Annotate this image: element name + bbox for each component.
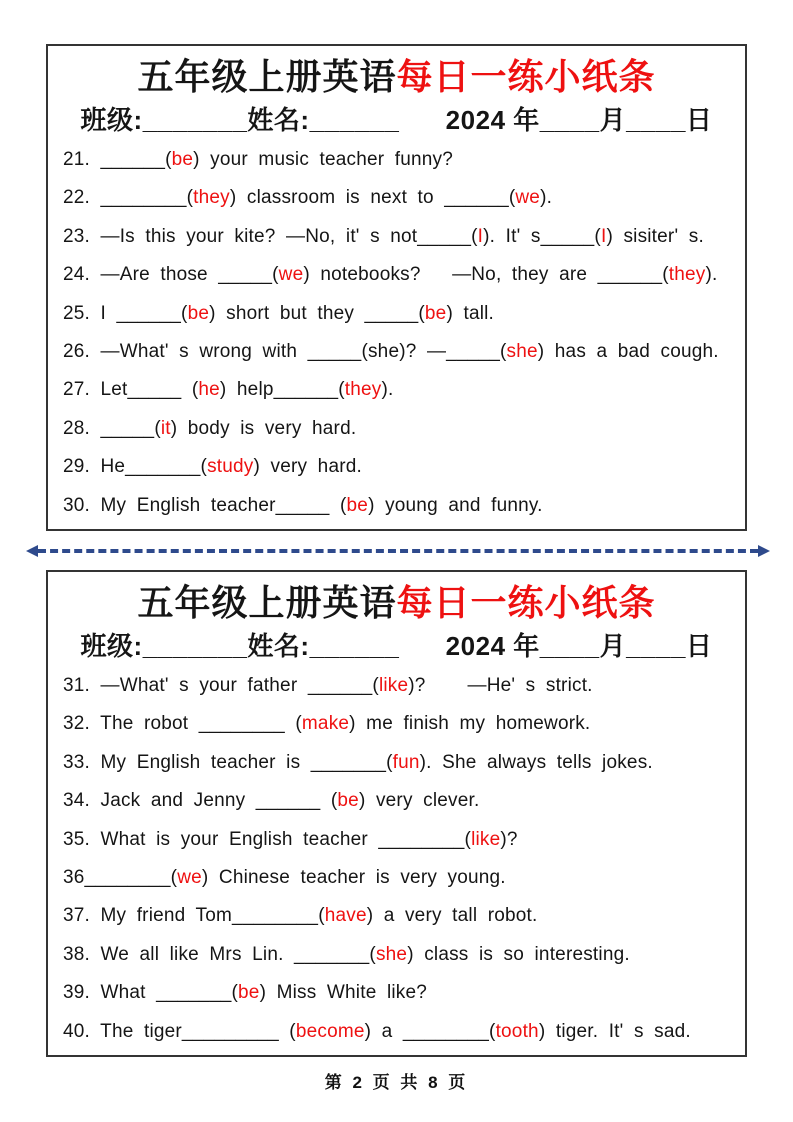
question-text: ). (705, 264, 718, 286)
question-line (63, 744, 739, 782)
answer-hint-word: be (346, 494, 369, 516)
answer-hint-word: it (160, 417, 171, 439)
question-text: ) a ________( (364, 1020, 496, 1042)
question-text: ) your music teacher funny? (193, 149, 454, 170)
divider-right-arrow-icon (758, 545, 770, 557)
question-line (63, 333, 739, 371)
question-text: 33. My English teacher is _______( (63, 751, 393, 773)
question-text: 36________( (63, 867, 178, 889)
sheet-title-red: 每日一练小纸条 (396, 56, 656, 97)
question-line (63, 1013, 739, 1051)
question-text: 39. What _______( (63, 982, 239, 1004)
question-line (63, 141, 739, 179)
class-name-date-line: 班级:_______姓名:______ 2024 年____月____日 (80, 105, 713, 135)
question-text: ). She always tells jokes. (419, 751, 653, 773)
question-text: ) short but they _____( (209, 302, 425, 324)
question-text: ) tiger. It' s sad. (538, 1020, 691, 1042)
question-text: ) notebooks? —No, they are ______( (303, 264, 669, 286)
question-line (63, 705, 739, 743)
question-text: ) very hard. (253, 456, 362, 478)
question-line (63, 859, 739, 897)
question-text: 34. Jack and Jenny ______ ( (63, 790, 338, 812)
question-text: 27. Let_____ ( (63, 379, 199, 401)
question-text: 29. He_______( (63, 456, 208, 478)
answer-hint-word: be (187, 302, 210, 324)
question-text: ) class is so interesting. (407, 943, 630, 965)
answer-hint-word: be (424, 302, 447, 324)
question-line (63, 371, 739, 409)
question-text: 38. We all like Mrs Lin. _______( (63, 943, 376, 965)
answer-hint-word: fun (392, 751, 420, 773)
question-line (63, 974, 739, 1012)
question-text: ) young and funny. (368, 494, 543, 516)
answer-hint-word: I (477, 225, 484, 247)
question-text: 23. —Is this your kite? —No, it' s not_____( (63, 225, 478, 247)
sheet-title (54, 54, 739, 100)
question-line (63, 936, 739, 974)
question-text: 28. _____( (63, 417, 161, 439)
answer-hint-word: tooth (495, 1020, 539, 1042)
question-line (63, 821, 739, 859)
sheet-title-black: 五年级上册英语 (137, 582, 397, 623)
question-text: 40. The tiger_________ ( (63, 1020, 296, 1042)
answer-hint-word: be (171, 149, 194, 170)
question-line (63, 448, 739, 486)
sheet-title-black: 五年级上册英语 (137, 56, 397, 97)
question-text: ) classroom is next to ______( (229, 187, 516, 209)
sheet-title-red: 每日一练小纸条 (396, 582, 656, 623)
answer-hint-word: they (668, 264, 706, 286)
question-text: ) me finish my homework. (349, 713, 591, 735)
answer-hint-word: she (506, 341, 538, 363)
question-line (63, 667, 739, 705)
question-text: 31. —What' s your father ______( (63, 675, 379, 696)
question-text: 24. —Are those _____( (63, 264, 279, 286)
answer-hint-word: he (198, 379, 220, 401)
question-list-21-30 (54, 141, 739, 525)
answer-hint-word: like (471, 828, 501, 850)
question-text: ) Miss White like? (259, 982, 428, 1004)
answer-hint-word: we (177, 867, 202, 889)
question-line (63, 256, 739, 294)
question-text: 30. My English teacher_____ ( (63, 494, 347, 516)
divider-left-arrow-icon (26, 545, 38, 557)
question-line (63, 295, 739, 333)
divider-dashed-line (38, 549, 758, 553)
practice-sheet-2 (46, 570, 747, 1057)
question-text: 21. ______( (63, 149, 172, 170)
question-line (63, 179, 739, 217)
answer-hint-word: be (337, 790, 359, 812)
question-text: ). It' s_____( (483, 225, 601, 247)
question-text: ) has a bad cough. (537, 341, 719, 363)
question-text: ) body is very hard. (170, 417, 357, 439)
answer-hint-word: be (238, 982, 260, 1004)
question-text: ). (540, 187, 553, 209)
question-text: ) very clever. (358, 790, 480, 812)
answer-hint-word: we (515, 187, 541, 209)
answer-hint-word: become (295, 1020, 365, 1042)
class-name-date-line: 班级:_______姓名:______ 2024 年____月____日 (80, 631, 713, 661)
cut-line-divider (26, 545, 770, 557)
question-line (63, 218, 739, 256)
question-text: ) a very tall robot. (366, 905, 538, 927)
question-list-31-40 (54, 667, 739, 1051)
answer-hint-word: like (378, 675, 409, 696)
question-text: ) Chinese teacher is very young. (201, 867, 506, 889)
question-text: ) sisiter' s. (606, 225, 704, 247)
answer-hint-word: they (344, 379, 382, 401)
answer-hint-word: have (324, 905, 367, 927)
sheet-title (54, 580, 739, 626)
question-text: 22. ________( (63, 187, 194, 209)
page-number-footer: 第 2 页 共 8 页 (324, 1073, 469, 1092)
question-text: )? —He' s strict. (408, 675, 593, 696)
question-line (63, 782, 739, 820)
question-line (63, 897, 739, 935)
question-line (63, 487, 739, 525)
question-text: 35. What is your English teacher ________( (63, 828, 472, 850)
question-line (63, 410, 739, 448)
question-text: ) help______( (219, 379, 345, 401)
answer-hint-word: she (375, 943, 408, 965)
question-text: 37. My friend Tom________( (63, 905, 325, 927)
answer-hint-word: we (278, 264, 304, 286)
answer-hint-word: they (193, 187, 230, 209)
question-text: 25. I ______( (63, 302, 188, 324)
question-text: ) tall. (446, 302, 495, 324)
question-text: 32. The robot ________ ( (63, 713, 302, 735)
answer-hint-word: study (207, 456, 254, 478)
question-text: 26. —What' s wrong with _____(she)? —_____( (63, 341, 507, 363)
practice-sheet-1 (46, 44, 747, 531)
question-text: )? (500, 828, 518, 850)
question-text: ). (381, 379, 394, 401)
answer-hint-word: I (600, 225, 607, 247)
answer-hint-word: make (301, 713, 350, 735)
